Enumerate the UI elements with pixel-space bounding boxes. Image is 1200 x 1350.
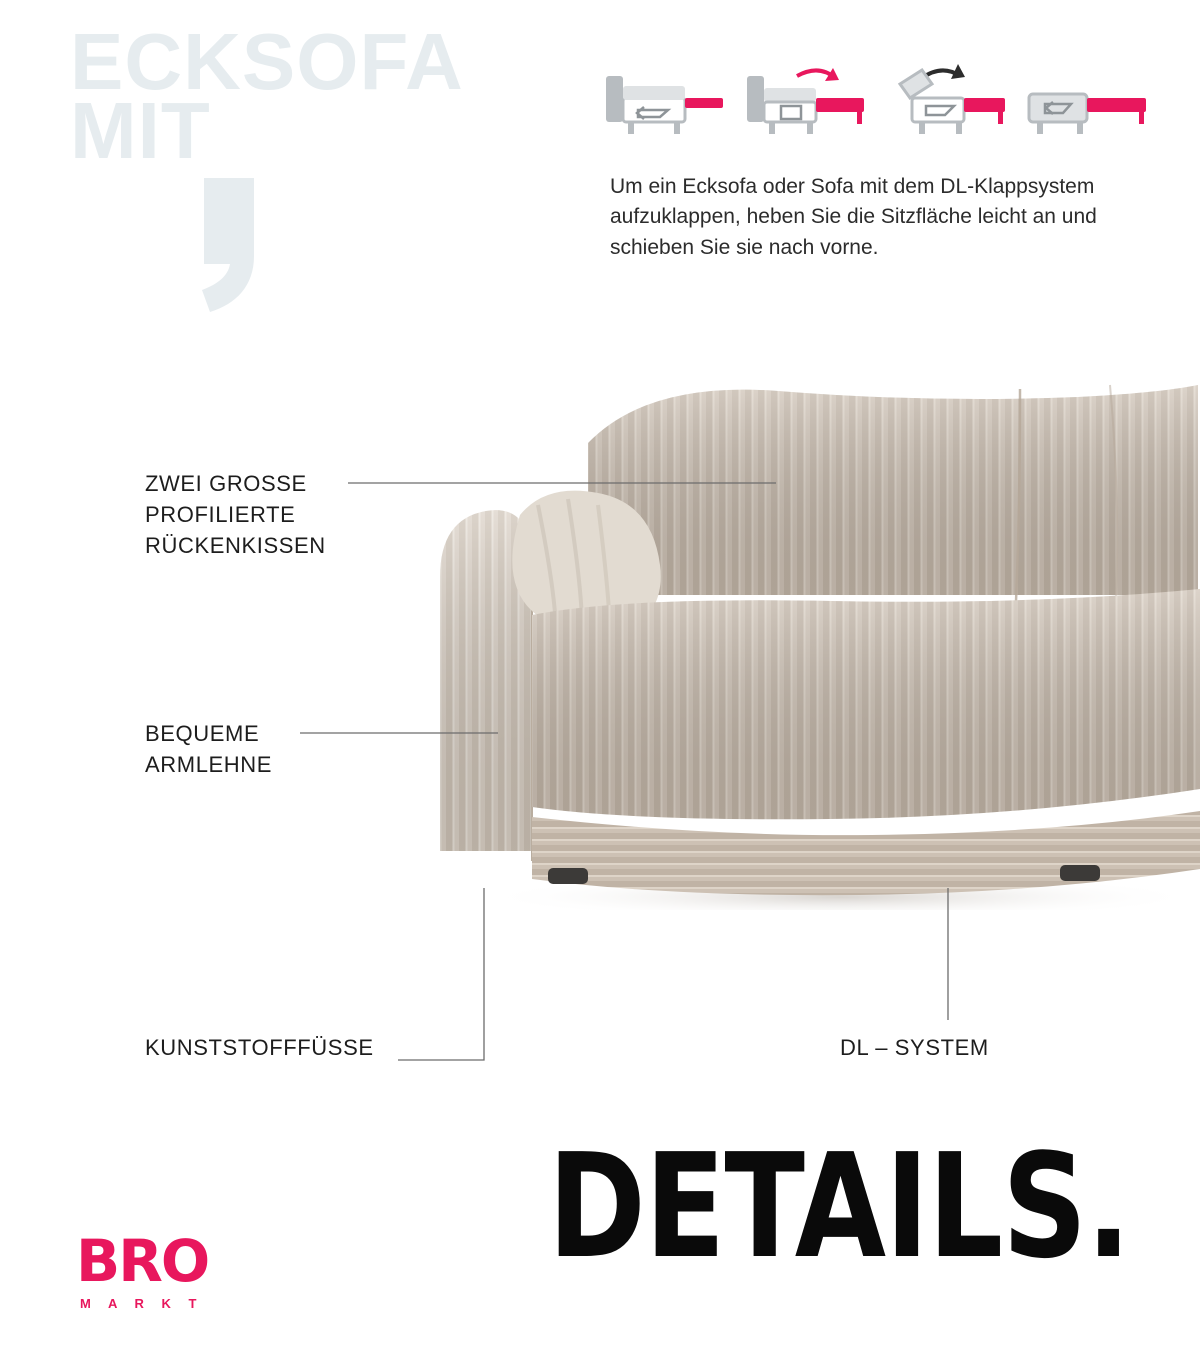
quote-mark-decoration [196,178,258,313]
callout-label-dl-system: DL – SYSTEM [840,1035,989,1060]
step-2-lift-seat-icon [745,58,869,150]
brand-logo-subtitle: M A R K T [80,1296,204,1311]
step-1-sofa-closed-icon [604,58,728,150]
callout-label-cushions: ZWEI GROSSE PROFILIERTE RÜCKENKISSEN [145,471,326,559]
leader-line-dl-system [900,888,980,1028]
page-title-line1: ECKSOFA [70,17,464,106]
details-headline: DETAILS. [547,1121,1130,1291]
leader-line-armrest [300,718,500,748]
instruction-paragraph: Um ein Ecksofa oder Sofa mit dem DL-Klappsystem aufzuklappen, heben Sie die Sitzfläche leicht an und schieben Sie sie nach vorne. [610,175,1097,259]
step-4-bed-open-icon [1027,58,1151,150]
leader-line-feet [398,888,508,1068]
dl-system-step-icons [604,58,1144,150]
step-3-push-forward-icon [886,58,1010,150]
brand-logo-name: BRO [76,1227,209,1295]
page-title [70,17,590,175]
callout-label-feet: KUNSTSTOFFFÜSSE [145,1035,374,1060]
brand-logo [76,1227,306,1322]
page-title-line2: MIT [70,85,211,175]
product-photo [420,365,1200,910]
callout-label-armrest: BEQUEME ARMLEHNE [145,721,273,778]
leader-line-cushions [348,468,778,498]
